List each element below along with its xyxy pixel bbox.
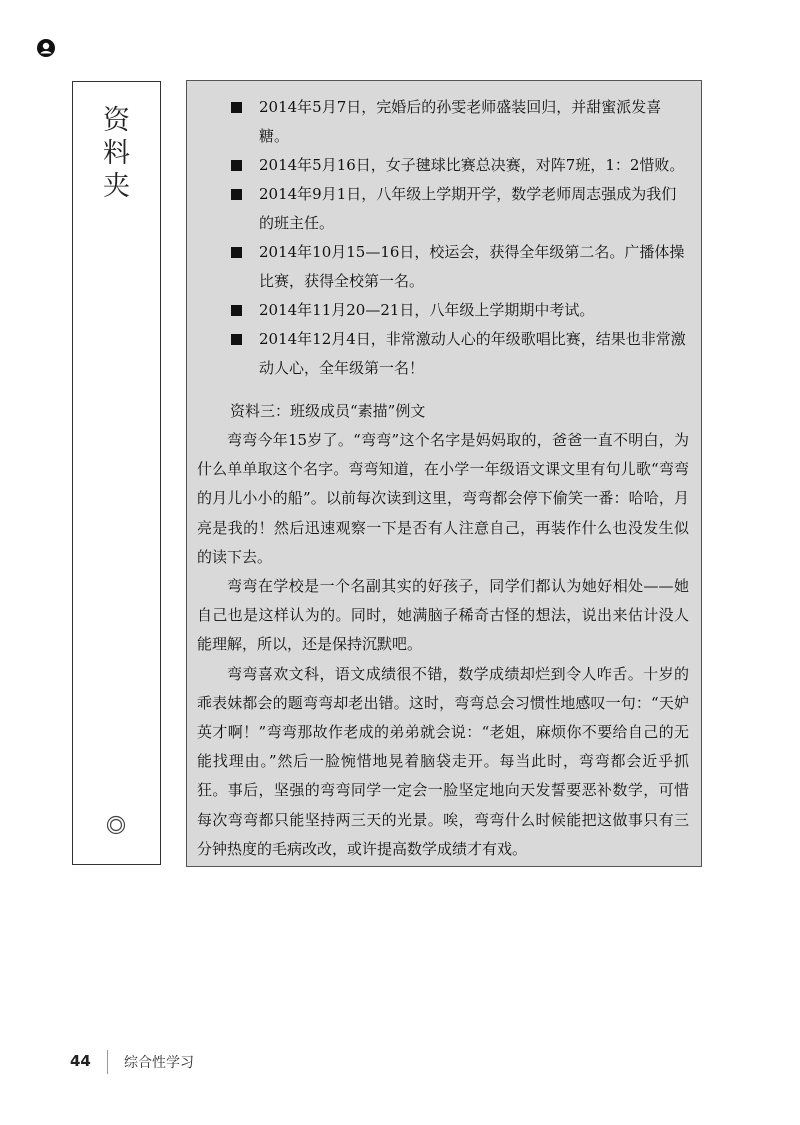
- list-item: [187, 180, 701, 238]
- timeline-list: [187, 93, 701, 383]
- section-name: 综合性学习: [124, 1055, 194, 1071]
- sidebar-title-char: 料: [103, 138, 130, 169]
- timeline-text: 2014年5月16日，女子毽球比赛总决赛，对阵7班，1：2惜败。: [259, 156, 685, 174]
- square-bullet-icon: [231, 305, 242, 316]
- square-bullet-icon: [231, 102, 242, 113]
- footer-divider: [107, 1050, 108, 1074]
- list-item: [187, 151, 701, 180]
- double-circle-icon: [106, 815, 126, 835]
- sidebar-title: [73, 104, 160, 203]
- article-paragraph: 弯弯今年15岁了。“弯弯”这个名字是妈妈取的，爸爸一直不明白，为什么单单取这个名字。弯弯知道，在小学一年级语文课文里有句儿歌“弯弯的月儿小小的船”。以前每次读到这里，弯弯都会停下偷笑一番：哈哈，月亮是我的！然后迅速观察一下是否有人注意自己，再装作什么也没发生似的读下去。: [197, 431, 689, 566]
- list-item: [187, 93, 701, 151]
- timeline-text: 2014年10月15—16日，校运会，获得全年级第二名。广播体操比赛，获得全校第一名。: [259, 243, 685, 290]
- content-panel: [186, 80, 702, 867]
- list-item: [187, 238, 701, 296]
- page-number: 44: [70, 1052, 91, 1070]
- square-bullet-icon: [231, 334, 242, 345]
- article-section: [187, 397, 701, 864]
- timeline-text: 2014年9月1日，八年级上学期开学，数学老师周志强成为我们的班主任。: [259, 185, 677, 232]
- square-bullet-icon: [231, 160, 242, 171]
- list-item: [187, 325, 701, 383]
- person-badge-icon: [36, 38, 56, 58]
- square-bullet-icon: [231, 189, 242, 200]
- list-item: [187, 296, 701, 325]
- sidebar-title-char: 资: [103, 105, 130, 136]
- timeline-text: 2014年5月7日，完婚后的孙雯老师盛装回归，并甜蜜派发喜糖。: [259, 98, 662, 145]
- square-bullet-icon: [231, 247, 242, 258]
- article-paragraph: 弯弯喜欢文科，语文成绩很不错，数学成绩却烂到令人咋舌。十岁的乖表妹都会的题弯弯却老出错。这时，弯弯总会习惯性地感叹一句：“天妒英才啊！”弯弯那故作老成的弟弟就会说：“老姐，麻烦你不要给自己的无能找理由。”然后一脸惋惜地晃着脑袋走开。每当此时，弯弯都会近乎抓狂。事后，坚强的弯弯同学一定会一脸坚定地向天发誓要恶补数学，可惜每次弯弯都只能坚持两三天的光景。唉，弯弯什么时候能把这做事只有三分钟热度的毛病改改，或许提高数学成绩才有戏。: [197, 664, 689, 858]
- timeline-text: 2014年11月20—21日，八年级上学期期中考试。: [259, 301, 595, 319]
- sidebar-panel: [72, 81, 161, 865]
- article-paragraph: 弯弯在学校是一个名副其实的好孩子，同学们都认为她好相处——她自己也是这样认为的。同时，她满脑子稀奇古怪的想法，说出来估计没人能理解，所以，还是保持沉默吧。: [197, 577, 689, 654]
- article-title: 资料三：班级成员“素描”例文: [230, 402, 426, 420]
- sidebar-title-char: 夹: [103, 171, 130, 202]
- timeline-text: 2014年12月4日，非常激动人心的年级歌唱比赛，结果也非常激动人心，全年级第一名！: [259, 330, 686, 377]
